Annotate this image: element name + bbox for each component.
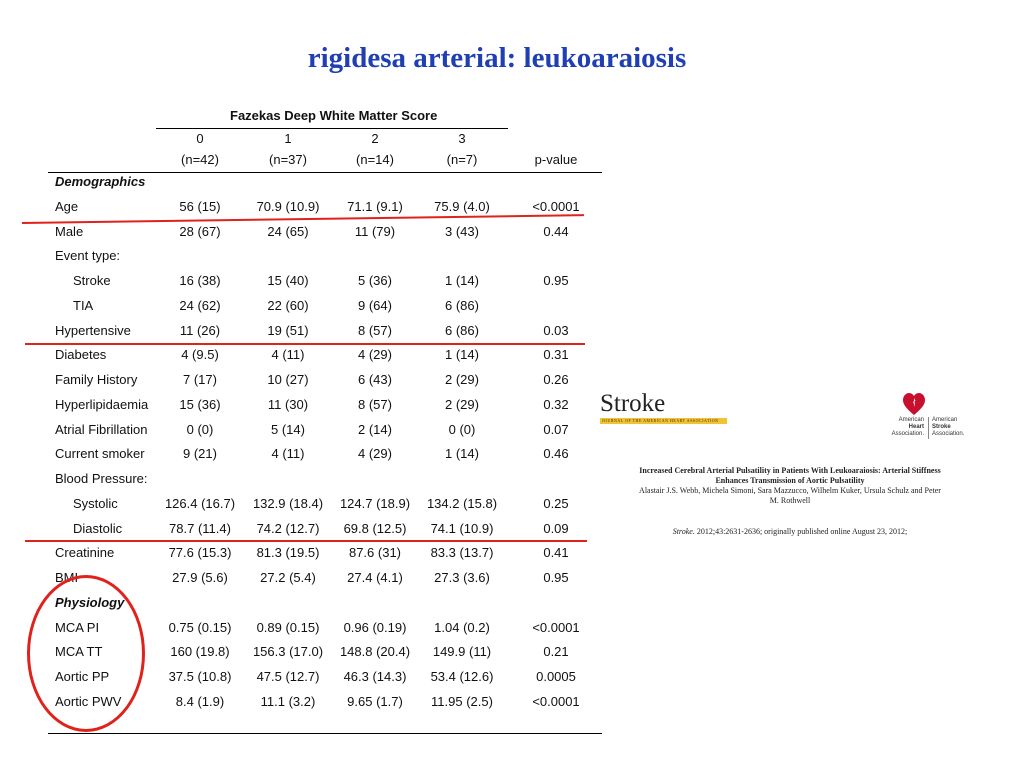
row-label: Current smoker	[55, 446, 145, 461]
logo-divider	[928, 417, 929, 439]
cell-value: 11.1 (3.2)	[260, 694, 316, 709]
cell-value: 1.04 (0.2)	[434, 620, 490, 635]
row-label: Stroke	[73, 273, 111, 288]
authors-line: M. Rothwell	[769, 496, 811, 505]
row-label: MCA TT	[55, 644, 103, 659]
cell-value: 47.5 (12.7)	[256, 669, 320, 684]
cell-value: 11.95 (2.5)	[431, 694, 493, 709]
cell-value: 77.6 (15.3)	[168, 545, 232, 560]
asa-text	[932, 417, 992, 438]
cell-pvalue: <0.0001	[532, 199, 580, 214]
cell-value: 28 (67)	[179, 224, 221, 239]
cell-value: 4 (9.5)	[181, 347, 219, 362]
header-rule-top	[156, 128, 508, 129]
cell-value: 46.3 (14.3)	[343, 669, 407, 684]
cell-pvalue: 0.07	[543, 422, 569, 437]
cell-value: 8 (57)	[358, 323, 392, 338]
cell-value: 2 (29)	[445, 397, 479, 412]
annotation-circle-physiology	[27, 575, 145, 732]
row-label: Atrial Fibrillation	[55, 422, 148, 437]
row-label: Male	[55, 224, 84, 239]
row-label: Hypertensive	[55, 323, 131, 338]
aha-line: Association.	[891, 431, 924, 437]
cell-pvalue: 0.09	[543, 521, 569, 536]
cell-value: 134.2 (15.8)	[426, 496, 498, 511]
cell-value: 24 (65)	[267, 224, 309, 239]
reference-panel	[598, 380, 998, 560]
cell-value: 11 (30)	[267, 397, 309, 412]
cell-value: 5 (36)	[358, 273, 392, 288]
cell-value: 87.6 (31)	[348, 545, 402, 560]
column-n-header: (n=42)	[181, 152, 219, 167]
row-label: TIA	[73, 298, 94, 313]
cell-value: 1 (14)	[445, 347, 479, 362]
cell-value: 4 (11)	[271, 347, 305, 362]
column-n-header: (n=7)	[446, 152, 478, 167]
row-label: Aortic PWV	[55, 694, 122, 709]
column-score-header: 1	[284, 131, 292, 146]
row-label: Physiology	[55, 595, 125, 610]
journal-logo: Stroke	[600, 390, 666, 417]
cell-value: 156.3 (17.0)	[252, 644, 324, 659]
cell-pvalue: 0.46	[543, 446, 569, 461]
article-title-line: Enhances Transmission of Aortic Pulsatility	[715, 476, 865, 485]
cell-value: 0.89 (0.15)	[256, 620, 320, 635]
row-label: Event type:	[55, 248, 121, 263]
cell-value: 7 (17)	[183, 372, 217, 387]
cell-pvalue: 0.95	[543, 273, 569, 288]
cell-value: 2 (14)	[358, 422, 392, 437]
cell-value: 4 (29)	[358, 446, 392, 461]
aha-text	[882, 417, 924, 438]
asa-line: American	[932, 417, 958, 423]
cell-pvalue: 0.31	[543, 347, 569, 362]
cell-pvalue: 0.25	[543, 496, 569, 511]
row-label: MCA PI	[55, 620, 100, 635]
cell-value: 148.8 (20.4)	[339, 644, 411, 659]
cell-value: 53.4 (12.6)	[430, 669, 494, 684]
cell-value: 27.2 (5.4)	[260, 570, 316, 585]
cell-value: 126.4 (16.7)	[164, 496, 236, 511]
row-label: BMI	[55, 570, 79, 585]
journal-subtitle: JOURNAL OF THE AMERICAN HEART ASSOCIATION	[602, 418, 719, 423]
group-header: Fazekas Deep White Matter Score	[230, 108, 438, 123]
column-score-header: 3	[458, 131, 466, 146]
header-rule-bottom	[48, 172, 602, 173]
cell-value: 27.3 (3.6)	[434, 570, 490, 585]
cell-pvalue: 0.95	[543, 570, 569, 585]
cell-value: 1 (14)	[445, 273, 479, 288]
cell-value: 37.5 (10.8)	[168, 669, 232, 684]
cell-value: 9 (64)	[358, 298, 392, 313]
cell-value: 0.96 (0.19)	[343, 620, 407, 635]
asa-line: Association.	[932, 431, 965, 437]
authors-line: Alastair J.S. Webb, Michela Simoni, Sara Mazzucco, Wilhelm Kuker, Ursula Schulz and Peter	[639, 486, 941, 495]
cell-pvalue: <0.0001	[532, 620, 580, 635]
row-label: Systolic	[73, 496, 118, 511]
annotation-underline-diastolic	[25, 540, 587, 542]
column-n-header: (n=14)	[356, 152, 394, 167]
cell-pvalue: 0.21	[543, 644, 569, 659]
cell-value: 4 (29)	[358, 347, 392, 362]
cell-value: 4 (11)	[271, 446, 305, 461]
aha-line: American	[898, 417, 924, 423]
aha-asa-logo	[882, 392, 994, 447]
annotation-underline-hypertensive	[25, 343, 585, 345]
cell-value: 27.9 (5.6)	[172, 570, 228, 585]
cell-value: 8 (57)	[358, 397, 392, 412]
cell-value: 11 (79)	[354, 224, 396, 239]
cell-value: 16 (38)	[179, 273, 221, 288]
cell-value: 24 (62)	[179, 298, 221, 313]
row-label: Creatinine	[55, 545, 115, 560]
cell-value: 27.4 (4.1)	[347, 570, 403, 585]
cell-value: 3 (43)	[445, 224, 479, 239]
cell-pvalue: 0.41	[543, 545, 569, 560]
cell-value: 11 (26)	[179, 323, 221, 338]
cell-value: 83.3 (13.7)	[430, 545, 494, 560]
pvalue-header: p-value	[534, 152, 578, 167]
cell-value: 22 (60)	[267, 298, 309, 313]
cell-value: 56 (15)	[179, 199, 221, 214]
cell-pvalue: 0.32	[543, 397, 569, 412]
cell-pvalue: <0.0001	[532, 694, 580, 709]
row-label: Blood Pressure:	[55, 471, 148, 486]
cell-value: 132.9 (18.4)	[252, 496, 324, 511]
cell-value: 0 (0)	[186, 422, 214, 437]
table-bottom-rule	[48, 733, 602, 734]
column-score-header: 2	[371, 131, 379, 146]
cell-value: 8.4 (1.9)	[175, 694, 225, 709]
asa-line: Stroke	[932, 424, 951, 430]
heart-torch-icon	[903, 392, 925, 416]
row-label: Diabetes	[55, 347, 107, 362]
row-label: Demographics	[55, 174, 146, 189]
cell-value: 15 (36)	[179, 397, 221, 412]
row-label: Hyperlipidaemia	[55, 397, 149, 412]
cell-value: 124.7 (18.9)	[339, 496, 411, 511]
aha-line: Heart	[908, 424, 924, 430]
cell-value: 81.3 (19.5)	[256, 545, 320, 560]
cell-value: 6 (43)	[358, 372, 392, 387]
cell-value: 6 (86)	[445, 323, 479, 338]
article-authors	[600, 486, 980, 506]
column-score-header: 0	[196, 131, 204, 146]
cell-value: 15 (40)	[267, 273, 309, 288]
article-title	[600, 466, 980, 486]
cell-value: 0 (0)	[448, 422, 476, 437]
column-n-header: (n=37)	[269, 152, 307, 167]
article-citation	[600, 527, 980, 536]
cell-value: 9.65 (1.7)	[347, 694, 403, 709]
row-label: Diastolic	[73, 521, 123, 536]
cell-value: 74.1 (10.9)	[430, 521, 494, 536]
cell-value: 19 (51)	[267, 323, 309, 338]
cell-value: 10 (27)	[267, 372, 309, 387]
row-label: Aortic PP	[55, 669, 110, 684]
citation-journal: Stroke.	[672, 527, 695, 536]
citation-details: 2012;43:2631-2636; originally published online August 23, 2012;	[694, 527, 908, 536]
cell-value: 78.7 (11.4)	[169, 521, 231, 536]
cell-pvalue: 0.0005	[536, 669, 576, 684]
cell-value: 9 (21)	[183, 446, 217, 461]
article-title-line: Increased Cerebral Arterial Pulsatility in Patients With Leukoaraiosis: Arterial Stiffness	[639, 466, 941, 475]
cell-pvalue: 0.26	[543, 372, 569, 387]
slide-title: rigidesa arterial: leukoaraiosis	[307, 42, 687, 74]
cell-value: 6 (86)	[445, 298, 479, 313]
cell-value: 70.9 (10.9)	[256, 199, 320, 214]
cell-value: 160 (19.8)	[170, 644, 230, 659]
cell-value: 69.8 (12.5)	[343, 521, 407, 536]
row-label: Family History	[55, 372, 138, 387]
cell-value: 149.9 (11)	[432, 644, 492, 659]
cell-value: 2 (29)	[445, 372, 479, 387]
row-label: Age	[55, 199, 79, 214]
cell-value: 1 (14)	[445, 446, 479, 461]
cell-pvalue: 0.03	[543, 323, 569, 338]
cell-value: 0.75 (0.15)	[168, 620, 232, 635]
cell-value: 74.2 (12.7)	[256, 521, 320, 536]
cell-value: 71.1 (9.1)	[347, 199, 403, 214]
cell-pvalue: 0.44	[543, 224, 569, 239]
cell-value: 5 (14)	[271, 422, 305, 437]
cell-value: 75.9 (4.0)	[434, 199, 490, 214]
